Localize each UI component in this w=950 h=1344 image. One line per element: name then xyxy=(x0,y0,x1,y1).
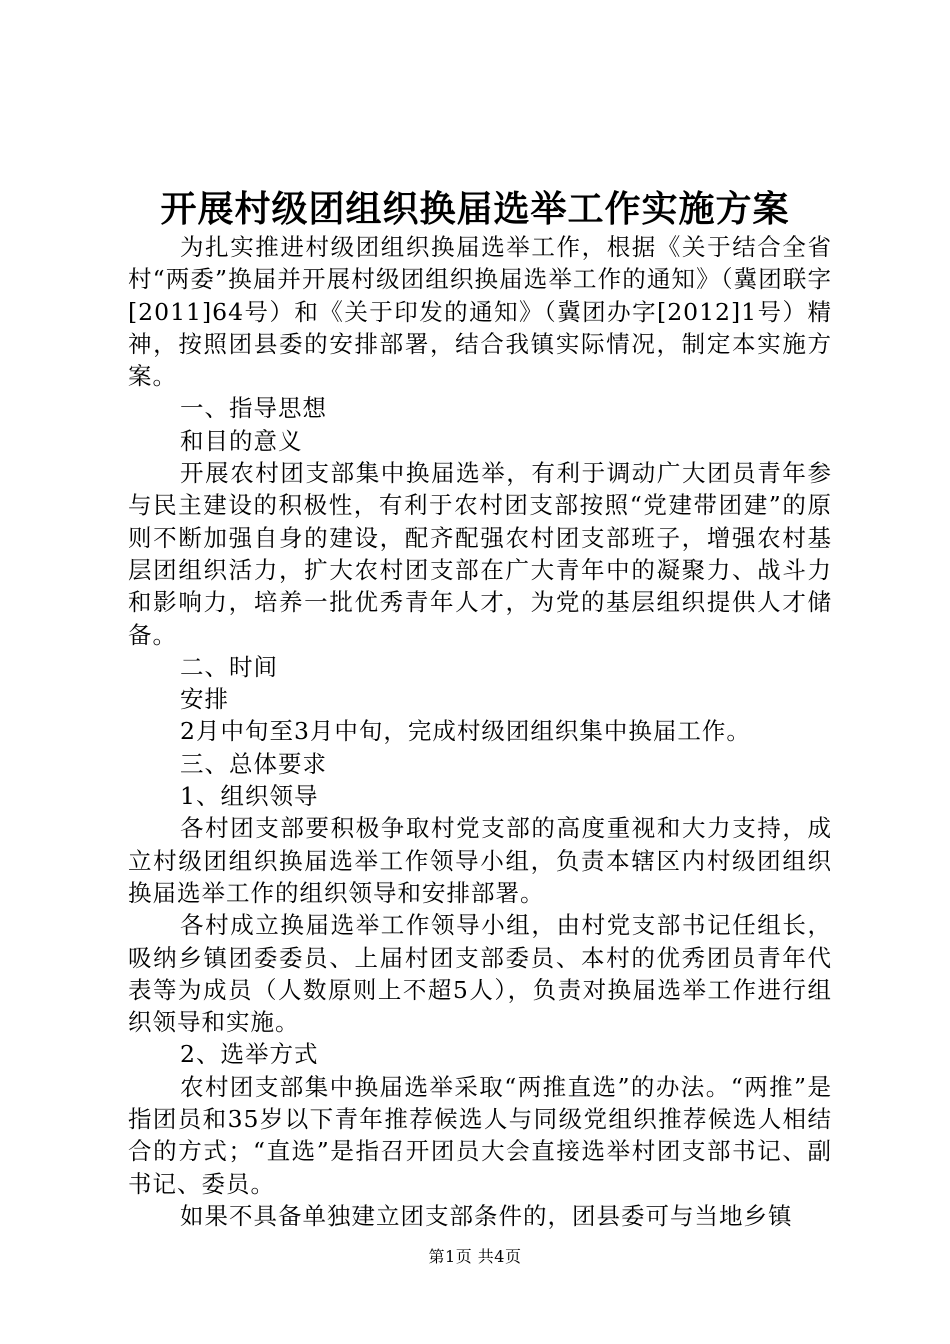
heading-election-method: 2、选举方式 xyxy=(180,1040,319,1069)
paragraph-significance: 开展农村团支部集中换届选举，有利于调动广大团员青年参与民主建设的积极性，有利于农村团支部按照“党建带团建”的原则不断加强自身的建设，配齐配强农村团支部班子，增强农村基层团组织活力，扩大农村团支部在广大青年中的凝聚力、战斗力和影响力，培养一批优秀青年人才，为党的基层组织提供人才储备。 xyxy=(128,459,832,649)
paragraph-intro: 为扎实推进村级团组织换届选举工作，根据《关于结合全省村“两委”换届并开展村级团组织换届选举工作的通知》（冀团联字[2011]64号）和《关于印发的通知》（冀团办字[2012]1号）精神，按照团县委的安排部署，结合我镇实际情况，制定本实施方案。 xyxy=(128,233,832,391)
heading-organization-leadership: 1、组织领导 xyxy=(180,782,319,811)
paragraph-joint-branch: 如果不具备单独建立团支部条件的，团县委可与当地乡镇 xyxy=(180,1201,793,1230)
heading-arrangement: 安排 xyxy=(180,685,229,714)
paragraph-schedule: 2月中旬至3月中旬，完成村级团组织集中换届工作。 xyxy=(180,717,751,746)
paragraph-party-support: 各村团支部要积极争取村党支部的高度重视和大力支持，成立村级团组织换届选举工作领导小组，负责本辖区内村级团组织换届选举工作的组织领导和安排部署。 xyxy=(128,814,832,907)
heading-guiding-thought: 一、指导思想 xyxy=(180,394,327,423)
heading-purpose-significance: 和目的意义 xyxy=(180,426,303,455)
document-body xyxy=(128,231,832,1232)
page-number-footer: 第1页 共4页 xyxy=(428,1247,522,1266)
heading-time: 二、时间 xyxy=(180,652,278,681)
heading-general-requirements: 三、总体要求 xyxy=(180,749,327,778)
paragraph-leading-group: 各村成立换届选举工作领导小组，由村党支部书记任组长，吸纳乡镇团委委员、上届村团支部委员、本村的优秀团员青年代表等为成员（人数原则上不超5人），负责对换届选举工作进行组织领导和实施。 xyxy=(128,911,832,1037)
document-title: 开展村级团组织换届选举工作实施方案 xyxy=(160,188,790,230)
paragraph-two-recommend-direct-election: 农村团支部集中换届选举采取“两推直选”的办法。“两推”是指团员和35岁以下青年推荐候选人与同级党组织推荐候选人相结合的方式；“直选”是指召开团员大会直接选举村团支部书记、副书记、委员。 xyxy=(128,1072,832,1198)
